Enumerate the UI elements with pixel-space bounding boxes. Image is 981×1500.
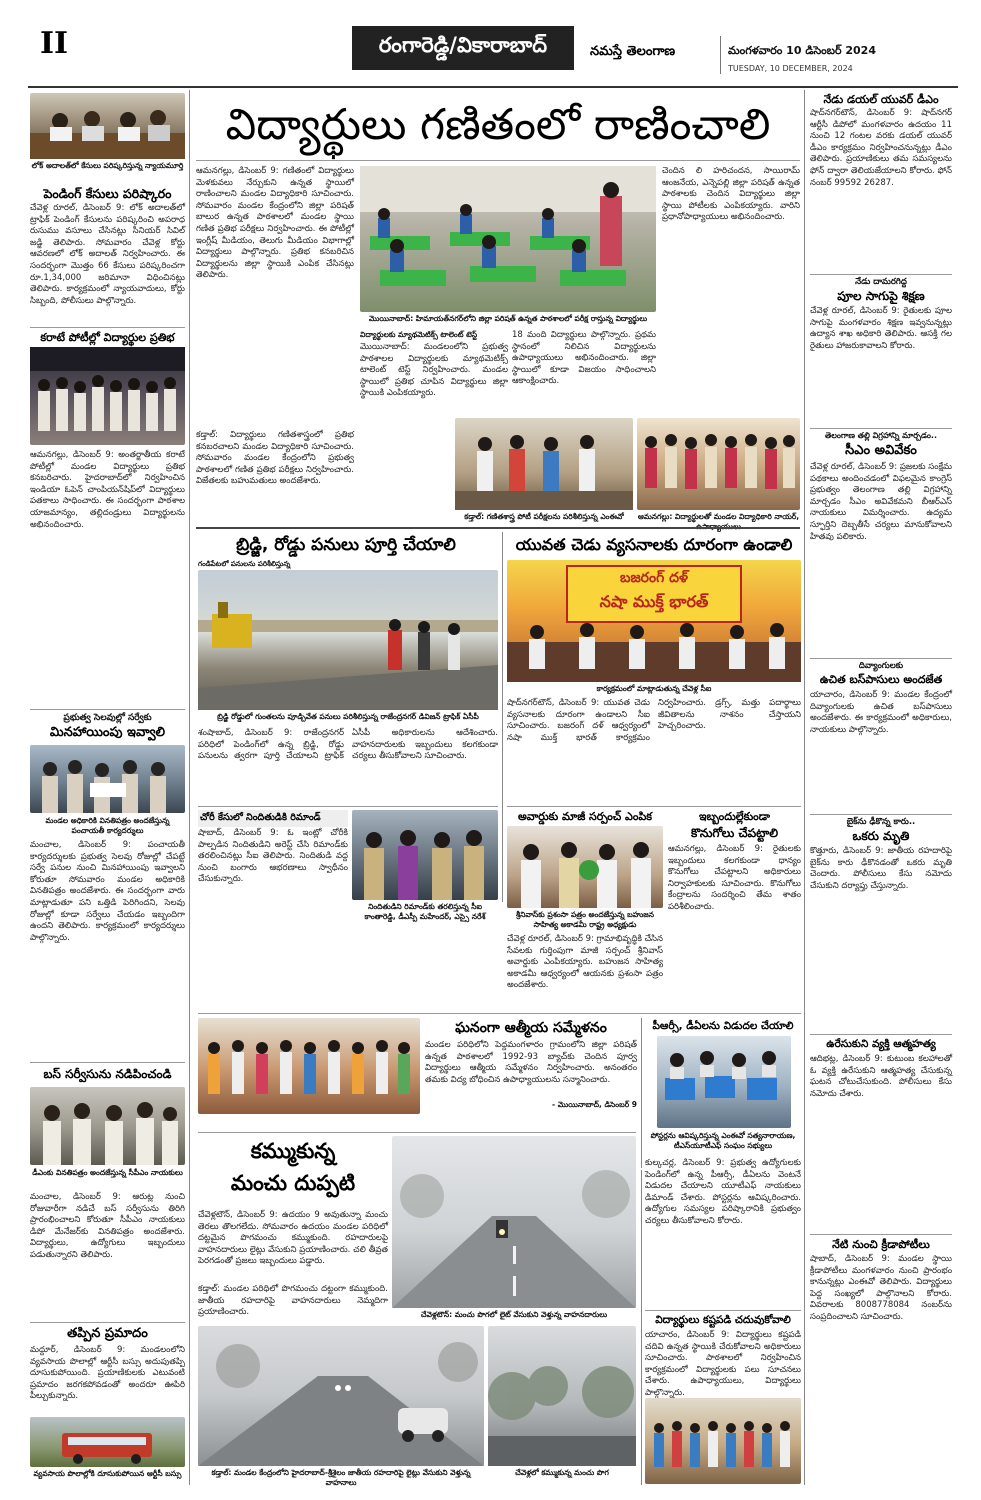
prc-caption: పోస్టర్లను ఆవిష్కరిస్తున్న ఎంఈవో సత్యనారాయణ, టీఎస్‌యూటీఎఫ్ సంఘం సభ్యులు xyxy=(650,1131,796,1150)
reunion-photo xyxy=(198,1018,420,1114)
secretaries-photo xyxy=(30,745,185,813)
karate-photo-art xyxy=(30,347,185,445)
award-photo-art xyxy=(507,826,663,908)
lead-bottom-rule xyxy=(196,527,800,529)
secretaries-photo-art xyxy=(30,745,185,813)
right-story7-body: షాబాద్, డిసెంబర్ 9: మండల స్థాయి క్రీడాపోటీలు మంగళవారం నుంచి ప్రారంభం కానున్నట్లు ఎంఈవో తెలిపారు. విద్యార్థులు పెద్ద సంఖ్యలో పాల్గొనాలని కోరారు. వివరాలకు 8008778084 నంబర్‌ను సంప్రదించాలని సూచించారు. xyxy=(810,1254,952,1322)
lead-headline: విద్యార్థులు గణితంలో రాణించాలి xyxy=(225,100,771,150)
study-photo-art xyxy=(645,1398,801,1484)
right-story6-body: ఆదిభట్ల, డిసెంబర్ 9: కుటుంబ కలహాలతో ఓ వ్యక్తి ఉరేసుకుని ఆత్మహత్య చేసుకున్న ఘటన చోటుచేసుకుంది. పోలీసులు కేసు నమోదు చేశారు. xyxy=(810,1054,952,1099)
youth-caption: కార్యక్రమంలో మాట్లాడుతున్న చేవెళ్ల సీఐ xyxy=(596,684,712,693)
award-headline: అవార్డుకు మాజీ సర్పంచ్ ఎంపిక xyxy=(517,810,653,823)
right-story4-headline: ఉచిత బస్‌పాసులు అందజేత xyxy=(819,673,943,686)
right-story6-headline: ఉరేసుకుని వ్యక్తి ఆత్మహత్య xyxy=(826,1038,936,1050)
bus-memo-caption: డీఎంకు వినతిపత్రం అందజేస్తున్న సీపీఎం నాయకులు xyxy=(32,1168,183,1177)
exam-hall-caption: మొయినాబాద్: హిమాయత్‌నగర్‌లోని జిల్లా పరిషత్ ఉన్నత పాఠశాలలో పరీక్ష రాస్తున్న విద్యార్థులు xyxy=(368,314,648,323)
left-story5-body: మద్దూర్, డిసెంబర్ 9: మండలంలోని వ్యవసాయ పొలాల్లో ఆర్టీసీ బస్సు అదుపుతప్పి దూసుకుపోయింది. ప్రయాణికులకు ఎటువంటి ప్రమాదం జరగకపోవడంతో అందరూ ఊపిరి పీల్చుకున్నారు. xyxy=(30,1345,185,1402)
fog-road-photo xyxy=(392,1136,636,1308)
award-photo xyxy=(507,826,663,908)
divider xyxy=(810,428,952,429)
divider xyxy=(810,814,952,815)
divider xyxy=(30,1322,185,1323)
bridge-caption: బ్రిడ్జి రోడ్డులో గుంతలను పూడ్చివేత పనులు పరిశీలిస్తున్న రాజేంద్రనగర్ డివిజన్ ట్రాఫిక్ ఏసీపీ xyxy=(217,712,479,721)
amangal-photo xyxy=(637,418,800,510)
left-story3-body: మంచాల, డిసెంబర్ 9: పంచాయతీ కార్యదర్శులకు ప్రభుత్వ సెలవు రోజుల్లో చేపట్టే సర్వే పనుల నుంచి మినహాయింపు ఇవ్వాలని కోరుతూ సోమవారం మండల అధికారికి వినతిపత్రం అందజేశారు. ఈ సందర్భంగా వారు మాట్లాడుతూ పని ఒత్తిడి పెరిగిందని, సెలవు రోజుల్లో కూడా సర్వేలు చేయడం ఇబ్బందిగా ఉందని తెలిపారు. కార్యక్రమంలో కార్యదర్శులు పాల్గొన్నారు. xyxy=(30,840,185,943)
amangal-photo-art xyxy=(637,418,800,510)
lead-body-col1: ఆమనగల్లు, డిసెంబర్ 9: గణితంలో విద్యార్థులు మెళకువలు నేర్చుకుని ఉన్నత స్థాయిలో రాణించాలని మండల విద్యాధికారి సూచించారు. సోమవారం మండల కేంద్రంలోని జిల్లా పరిషత్ బాలుర ఉన్నత పాఠశాలలో మండల స్థాయి గణిత ప్రతిభ పరీక్షలు నిర్వహించారు. ఈ పోటీల్లో ఇంగ్లీష్ మీడియం, తెలుగు మీడియం విభాగాల్లో విద్యార్థులు పాల్గొన్నారు. ప్రతిభ కనబరిచిన విద్యార్థులను జిల్లా స్థాయికి ఎంపిక చేసినట్లు తెలిపారు. xyxy=(196,166,354,281)
bus-accident-photo-art xyxy=(30,1417,185,1467)
divider xyxy=(810,658,952,659)
bus-memo-photo-art xyxy=(30,1087,185,1165)
left-story4-body: మంచాల, డిసెంబర్ 9: ఆరుట్ల నుంచి రోజువారీగా నడిచే బస్ సర్వీసును తిరిగి ప్రారంభించాలని కోరుతూ సీపీఎం నాయకులు డిపో మేనేజర్‌కు వినతిపత్రం అందజేశారు. విద్యార్థులు, ఉద్యోగులు ఇబ్బందులు పడుతున్నారని తెలిపారు. xyxy=(30,1192,185,1260)
fog-body-2: కడ్తాల్: మండల పరిధిలో పొగమంచు దట్టంగా కమ్ముకుంది. జాతీయ రహదారిపై వాహనదారులు నెమ్మదిగా ప్రయాణించారు. xyxy=(198,1284,388,1318)
kadthal-photo-art xyxy=(455,418,633,510)
procurement-kicker: ఇబ్బందుల్లేకుండా xyxy=(699,810,770,823)
reunion-headline: ఘనంగా ఆత్మీయ సమ్మేళనం xyxy=(455,1020,607,1036)
left-story5-headline: తప్పిన ప్రమాదం xyxy=(67,1326,148,1341)
lead-rule xyxy=(196,160,800,161)
left-story1-headline: పెండింగ్ కేసులు పరిష్కారం xyxy=(43,186,172,201)
divider xyxy=(30,1062,185,1063)
award-caption: శ్రీనివాస్‌కు ప్రశంసా పత్రం అందజేస్తున్న బహుజన సాహిత్య అకాడమీ రాష్ట్ర అధ్యక్షుడు xyxy=(515,910,655,929)
right-story5-headline: ఒకరు మృతి xyxy=(852,829,910,843)
page-number: II xyxy=(40,26,69,61)
reunion-photo-art xyxy=(198,1018,420,1114)
reunion-body: మండల పరిధిలోని పెద్దమంగళారం గ్రామంలోని జిల్లా పరిషత్ ఉన్నత పాఠశాలలో 1992-93 బ్యాచ్‌కు చెందిన పూర్వ విద్యార్థులు ఆత్మీయ సమ్మేళనం నిర్వహించారు. అనంతరం తమకు విద్య బోధించిన ఉపాధ్యాయులను సన్మానించారు. xyxy=(425,1040,637,1085)
fog-highway-photo xyxy=(198,1326,484,1466)
exam-hall-photo xyxy=(360,166,656,312)
lead-body-col4: చెందిన లి హరిచందన, సాయిరామ్ ఆంజనేయ, ఎన్నెపల్లి జిల్లా పరిషత్ ఉన్నత పాఠశాలకు చెందిన విద్యార్థులు జిల్లా స్థాయి పోటీలకు ఎంపికయ్యారు. వారిని ప్రధానోపాధ్యాయులు అభినందించారు. xyxy=(662,166,800,223)
study-photo xyxy=(645,1398,801,1484)
fog-chevella-photo xyxy=(488,1326,636,1466)
study-body: యాచారం, డిసెంబర్ 9: విద్యార్థులు కష్టపడి చదివి ఉన్నత స్థాయికి చేరుకోవాలని అధికారులు సూచించారు. పాఠశాలలో నిర్వహించిన కార్యక్రమంలో విద్యార్థులకు పలు సూచనలు చేశారు. ఉపాధ్యాయులు, విద్యార్థులు పాల్గొన్నారు. xyxy=(645,1330,801,1398)
right-story3-headline: సీఎం అవివేకం xyxy=(845,443,917,458)
study-headline: విద్యార్థులు కష్టపడి చదువుకోవాలి xyxy=(655,1314,791,1326)
karate-photo xyxy=(30,347,185,445)
secretaries-photo-caption: మండల అధికారికి వినతిపత్రం అందజేస్తున్న పంచాయతీ కార్యదర్శులు xyxy=(45,816,170,835)
left-story3-headline: మినహాయింపు ఇవ్వాలి xyxy=(49,725,166,740)
theft-caption: నిందితుడిని రిమాండ్‌కు తరలిస్తున్న సీఐ కాంతారెడ్డి, డీఎస్పీ మహేందర్, ఎస్సై నరేశ్ xyxy=(364,902,486,921)
youth-body: షాద్‌నగర్‌టౌన్, డిసెంబర్ 9: యువత చెడు వ్యసనాలకు దూరంగా ఉండాలని సీఐ సూచించారు. బజరంగ్ దళ్ ఆధ్వర్యంలో నషా ముక్త్ భారత్ కార్యక్రమం నిర్వహించారు. డ్రగ్స్, మత్తు పదార్థాలు జీవితాలను నాశనం చేస్తాయని హెచ్చరించారు. xyxy=(507,698,801,743)
left-story3-kicker: ప్రభుత్వ సెలవుల్లో సర్వేకు xyxy=(63,713,152,723)
date-telugu: మంగళవారం 10 డిసెంబర్ 2024 xyxy=(728,44,876,57)
court-photo xyxy=(30,93,185,159)
prc-photo xyxy=(657,1036,791,1128)
divider xyxy=(198,806,498,807)
bridge-photo xyxy=(198,570,498,710)
award-body: చేవెళ్ల రూరల్, డిసెంబర్ 9: గ్రామాభివృద్ధికి చేసిన సేవలకు గుర్తింపుగా మాజీ సర్పంచ్ శ్రీనివాస్ అవార్డుకు ఎంపికయ్యారు. బహుజన సాహిత్య అకాడమీ ఆధ్వర్యంలో ఆయనకు ప్రశంసా పత్రం అందజేశారు. xyxy=(507,934,663,991)
masthead-rule xyxy=(28,86,958,88)
column-rule-right xyxy=(804,90,805,1485)
divider xyxy=(198,1013,801,1014)
right-story7-headline: నేటి నుంచి క్రీడాపోటీలు xyxy=(832,1238,930,1251)
left-story2-body: ఆమనగల్లు, డిసెంబర్ 9: అంతర్జాతీయ కరాటే పోటీల్లో మండల విద్యార్థులు ప్రతిభ కనబరిచారు. హైదరాబాద్‌లో నిర్వహించిన ఇండియా ఓపెన్ చాంపియన్‌షిప్‌లో విద్యార్థులు పతకాలు సాధించారు. ఈ సందర్భంగా పాఠశాల యాజమాన్యం, తల్లిదండ్రులు విద్యార్థులను అభినందించారు. xyxy=(30,450,185,530)
youth-banner-line2: నషా ముక్త్ భారత్ xyxy=(599,592,709,611)
fog-chevella-photo-art xyxy=(488,1326,636,1466)
lead-body-col2: మొయినాబాద్: మండలంలోని ప్రభుత్వ పాఠశాలల విద్యార్థులకు మ్యాథమెటిక్స్ టాలెంట్ టెస్ట్ నిర్వహించారు. మండల స్థాయిలో ప్రతిభ చూపిన విద్యార్థులు జిల్లా స్థాయికి ఎంపికయ్యారు. xyxy=(360,342,508,399)
left-story1-body: చేవెళ్ల రూరల్, డిసెంబర్ 9: లోక్ అదాలత్‌లో ట్రాఫిక్ పెండింగ్ కేసులను పరిష్కరించి అపరాధ రుసుము వసూలు చేసినట్లు సీనియర్ సివిల్ జడ్జి తెలిపారు. సోమవారం చేవెళ్ల కోర్టు ఆవరణలో లోక్ అదాలత్ నిర్వహించారు. ఈ సందర్భంగా మొత్తం 66 కేసులు పరిష్కరించగా రూ.1,34,000 జరిమానా విధించినట్లు తెలిపారు. కార్యక్రమంలో న్యాయవాదులు, కోర్టు సిబ్బంది, పోలీసులు పాల్గొన్నారు. xyxy=(30,203,185,306)
fog-highway-photo-art xyxy=(198,1326,484,1466)
lead-body-col1b: కడ్తాల్: విద్యార్థులు గణితశాస్త్రంలో ప్రతిభ కనబరచాలని మండల విద్యాధికారి సూచించారు. సోమవారం మండల కేంద్రంలోని ప్రభుత్వ పాఠశాలలో గణిత ప్రతిభ పరీక్షలు నిర్వహించారు. విజేతలకు బహుమతులు అందజేశారు. xyxy=(196,430,354,487)
bridge-headline: బ్రిడ్జి, రోడ్డు పనులు పూర్తి చేయాలి xyxy=(236,535,456,555)
right-story5-body: కొత్తూరు, డిసెంబర్ 9: జాతీయ రహదారిపై బైక్‌ను కారు ఢీకొనడంతో ఒకరు మృతి చెందారు. పోలీసులు కేసు నమోదు చేసుకుని దర్యాప్తు చేస్తున్నారు. xyxy=(810,846,952,891)
bus-memo-photo xyxy=(30,1087,185,1165)
right-story3-body: చేవెళ్ల రూరల్, డిసెంబర్ 9: ప్రజలకు సంక్షేమ పథకాలు అందించడంలో విఫలమైన కాంగ్రెస్ ప్రభుత్వం తెలంగాణ తల్లి విగ్రహాన్ని మార్చడం సీఎం అవివేకమని బీఆర్‌ఎస్ నాయకులు విమర్శించారు. ఉద్యమ స్ఫూర్తిని దెబ్బతీసే చర్యలు మానుకోవాలని హితవు పలికారు. xyxy=(810,462,952,542)
mid-column-rule xyxy=(502,532,503,902)
left-story2-headline: కరాటే పోటీల్లో విద్యార్థుల ప్రతిభ xyxy=(40,331,175,344)
youth-headline: యువత చెడు వ్యసనాలకు దూరంగా ఉండాలి xyxy=(515,535,793,554)
masthead-divider xyxy=(720,36,721,74)
youth-banner-line1: బజరంగ్ దళ్ xyxy=(619,570,689,586)
right-story2-headline: పూల సాగుపై శిక్షణ xyxy=(837,289,925,303)
right-story2-kicker: నేడు దామరగిద్ద xyxy=(855,277,907,287)
right-story1-body: షాద్‌నగర్‌టౌన్, డిసెంబర్ 9: షాద్‌నగర్ ఆర్టీసీ డిపోలో మంగళవారం ఉదయం 11 నుంచి 12 గంటల వరకు డయల్ యువర్ డీఎం కార్యక్రమం నిర్వహించనున్నట్లు డీఎం తెలిపారు. ప్రయాణికులు తమ సమస్యలను ఫోన్ ద్వారా తెలియజేయాలని కోరారు. ఫోన్ నంబర్ 99592 26287. xyxy=(810,108,952,188)
divider xyxy=(810,1034,952,1035)
left-story4-headline: బస్ సర్వీసును నడిపించండి xyxy=(43,1067,172,1081)
prc-body: కుల్కచర్ల, డిసెంబర్ 9: ప్రభుత్వ ఉద్యోగులకు పెండింగ్‌లో ఉన్న పీఆర్సీ, డీఏలను వెంటనే విడుదల చేయాలని యూటీఎఫ్ నాయకులు డిమాండ్ చేశారు. పోస్టర్లను ఆవిష్కరించారు. ఉద్యోగుల సమస్యల పరిష్కారానికి ప్రభుత్వం చర్యలు తీసుకోవాలని కోరారు. xyxy=(645,1158,801,1226)
bus-accident-caption: వ్యవసాయ పొలాల్లోకి దూసుకుపోయిన ఆర్టీసీ బస్సు xyxy=(33,1469,182,1478)
divider xyxy=(30,327,185,328)
fog-chevella-caption: చేవెళ్లలో కమ్ముకున్న మంచు పొగ xyxy=(515,1468,609,1477)
prc-rule xyxy=(641,1018,642,1168)
theft-photo-art xyxy=(352,810,498,900)
bridge-photo-art xyxy=(198,570,498,710)
right-story2-body: చేవెళ్ల రూరల్, డిసెంబర్ 9: రైతులకు పూల సాగుపై మంగళవారం శిక్షణ ఇవ్వనున్నట్లు ఉద్యాన శాఖ అధికారి తెలిపారు. ఆసక్తి గల రైతులు హాజరుకావాలని కోరారు. xyxy=(810,306,952,351)
kadthal-photo xyxy=(455,418,633,510)
column-rule-left xyxy=(189,90,190,1485)
section-title: రంగారెడ్డి/వికారాబాద్ xyxy=(378,33,548,57)
youth-event-photo xyxy=(507,560,801,682)
paper-name: నమస్తే తెలంగాణ xyxy=(590,44,676,59)
procurement-headline: కొనుగోలు చేపట్టాలి xyxy=(690,826,779,840)
prc-lower-rule xyxy=(641,1170,642,1485)
right-story4-kicker: దివ్యాంగులకు xyxy=(858,661,904,671)
prc-headline: పీఆర్సీ, డీఏలను విడుదల చేయాలి xyxy=(652,1020,794,1032)
right-story1-headline: నేడు డయల్ యువర్ డీఎం xyxy=(823,93,939,106)
theft-body: షాబాద్, డిసెంబర్ 9: ఓ ఇంట్లో చోరీకి పాల్పడిన నిందితుడిని అరెస్ట్ చేసి రిమాండ్‌కు తరలించినట్లు సీఐ తెలిపారు. నిందితుడి వద్ద నుంచి బంగారు ఆభరణాలు స్వాధీనం చేసుకున్నారు. xyxy=(198,828,348,885)
fog-body: చేవెళ్లటౌన్, డిసెంబర్ 9: ఉదయం 9 అవుతున్నా మంచు తెరలు తొలగలేదు. సోమవారం ఉదయం మండల పరిధిలో దట్టమైన పొగమంచు కమ్ముకుంది. రహదారులపై వాహనదారులు లైట్లు వేసుకుని ప్రయాణించారు. చలి తీవ్రత పెరగడంతో ప్రజలు ఇబ్బందులు పడ్డారు. xyxy=(198,1210,388,1267)
theft-headline: చోరీ కేసులో నిందితుడికి రిమాండ్ xyxy=(198,810,348,827)
date-english: TUESDAY, 10 DECEMBER, 2024 xyxy=(728,64,853,73)
kadthal-caption: కడ్తాల్: గణితశాస్త్ర పోటీ పరీక్షలను పరిశీలిస్తున్న ఎంఈవో xyxy=(464,512,624,521)
lead-sub-headline: విద్యార్థులకు మ్యాథమెటిక్స్ టాలెంట్ టెస్ట్ xyxy=(360,330,478,339)
right-story4-body: యాచారం, డిసెంబర్ 9: మండల కేంద్రంలో దివ్యాంగులకు ఉచిత బస్‌పాసులు అందజేశారు. ఈ కార్యక్రమంలో అధికారులు, నాయకులు పాల్గొన్నారు. xyxy=(810,690,952,735)
fog-headline-line1: కమ్ముకున్న xyxy=(250,1139,336,1163)
fog-headline-line2: మంచు దుప్పటి xyxy=(230,1171,356,1195)
divider xyxy=(507,806,801,807)
fog-highway-caption: కడ్తాల్: మండల కేంద్రంలోని హైదరాబాద్-శ్రీశైలం జాతీయ రహదారిపై లైట్లు వేసుకుని వెళ్తున్న వాహనాలు xyxy=(211,1468,471,1487)
amangal-caption: ఆమనగల్లు: విద్యార్థులతో మండల విద్యాధికారి నాయర్, xyxy=(637,512,800,521)
divider xyxy=(810,1234,952,1235)
divider xyxy=(810,274,952,275)
right-story3-kicker: తెలంగాణ తల్లి విగ్రహాన్ని మార్చడం.. xyxy=(825,431,937,440)
court-photo-art xyxy=(30,93,185,159)
bus-accident-photo xyxy=(30,1417,185,1467)
fog-road-caption: చేవెళ్లటౌన్: మంచు పొగలో లైట్ వేసుకుని వెళ్తున్న వాహనదారులు xyxy=(420,1310,608,1319)
divider xyxy=(198,1132,636,1133)
reunion-dateline: - మొయినాబాద్, డిసెంబర్ 9 xyxy=(551,1100,637,1109)
theft-photo xyxy=(352,810,498,900)
right-story5-kicker: బైక్‌ను ఢీకొన్న కారు.. xyxy=(846,817,916,827)
prc-photo-art xyxy=(657,1036,791,1128)
fog-road-photo-art xyxy=(392,1136,636,1308)
divider xyxy=(30,709,185,710)
procurement-body: ఆమనగల్లు, డిసెంబర్ 9: రైతులకు ఇబ్బందులు కలగకుండా ధాన్యం కొనుగోలు చేపట్టాలని అధికారులు నిర్వాహకులకు సూచించారు. కొనుగోలు కేంద్రాలను సందర్శించి తేమ శాతం పరిశీలించారు. xyxy=(668,844,801,912)
bridge-body: శంషాబాద్, డిసెంబర్ 9: రాజేంద్రనగర్ పరిధిలో పెండింగ్‌లో ఉన్న బ్రిడ్జి, రోడ్డు పనులను త్వరగా పూర్తి చేయాలని ట్రాఫిక్ ఏసీపీ అధికారులను ఆదేశించారు. వాహనదారులకు ఇబ్బందులు కలగకుండా చర్యలు తీసుకోవాలని సూచించారు. xyxy=(198,728,498,762)
bridge-photo-sub: గండిపేటలో పనులను పరిశీలిస్తున్న xyxy=(198,560,291,568)
lead-body-col3: 18 మంది విద్యార్థులు పాల్గొన్నారు. ప్రథమ స్థానంలో నిలిచిన విద్యార్థులను ఉపాధ్యాయులు అభినందించారు. జిల్లా స్థాయిలో కూడా విజయం సాధించాలని ఆకాంక్షించారు. xyxy=(512,330,656,387)
court-photo-caption: లోక్ అదాలత్‌లో కేసులు పరిష్కరిస్తున్న న్యాయమూర్తి xyxy=(31,161,184,170)
exam-hall-photo-art xyxy=(360,166,656,312)
divider xyxy=(645,1310,801,1311)
